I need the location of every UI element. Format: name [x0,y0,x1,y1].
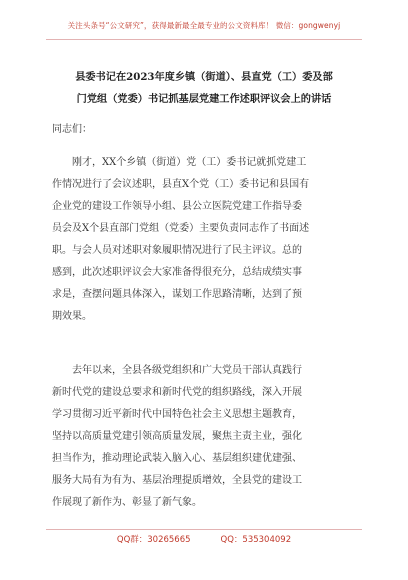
paragraph-line: 新时代党的建设总要求和新时代党的组织路线，深入开展 [52,387,302,398]
document-title-line-2: 门党组（党委）书记抓基层党建工作述职评议会上的讲话 [76,93,332,105]
paragraph-line: 学习贯彻习近平新时代中国特色社会主义思想主题教育， [52,409,302,420]
paragraph-line: 员会及X个县直部门党组（党委）主要负责同志作了书面述 [52,223,310,234]
paragraph-line: 企业党的建设工作领导小组、县公立医院党建工作指导委 [52,201,302,212]
paragraph-line: 刚才，XX个乡镇（街道）党（工）委书记就抓党建工 [72,157,307,168]
footer-contact [0,533,408,545]
paragraph-line: 求是，查摆问题具体深入，谋划工作思路清晰，达到了预 [52,289,302,300]
paragraph-line: 感到，此次述职评议会大家准备得很充分，总结成绩实事 [52,267,302,278]
document-title [50,66,358,110]
footer-divider [46,529,362,530]
footer-qq: QQ：535304092 [220,535,292,545]
greeting: 同志们： [52,124,92,135]
paragraph-line: 期效果。 [52,311,92,322]
paragraph-line: 服务大局有为有为、基层治理提质增效，全县党的建设工 [52,475,302,486]
document-title-line-1: 县委书记在2023年度乡镇（街道）、县直党（工）委及部 [75,71,333,83]
paragraph-line: 去年以来，全县各级党组织和广大党员干部认真践行 [72,365,302,376]
paragraph-line: 职。与会人员对述职对象履职情况进行了民主评议。总的 [52,245,302,256]
paragraph-2 [52,360,362,514]
header-notice: 关注头条号“公文研究”，获得最新最全最专业的公文资料库！ 微信：gongwenyj [67,21,341,30]
footer-qq-group: QQ群：30265665 [116,535,191,545]
paragraph-line: 作展现了新作为、彰显了新气象。 [52,497,202,508]
paragraph-line: 担当作为，推动理论武装入脑入心、基层组织建优建强、 [52,453,302,464]
paragraph-line: 作情况进行了会议述职，县直X个党（工）委书记和县国有 [52,179,310,190]
header-divider [46,39,362,40]
paragraph-line: 坚持以高质量党建引领高质量发展，聚焦主责主业，强化 [52,431,302,442]
paragraph-1 [52,152,362,328]
